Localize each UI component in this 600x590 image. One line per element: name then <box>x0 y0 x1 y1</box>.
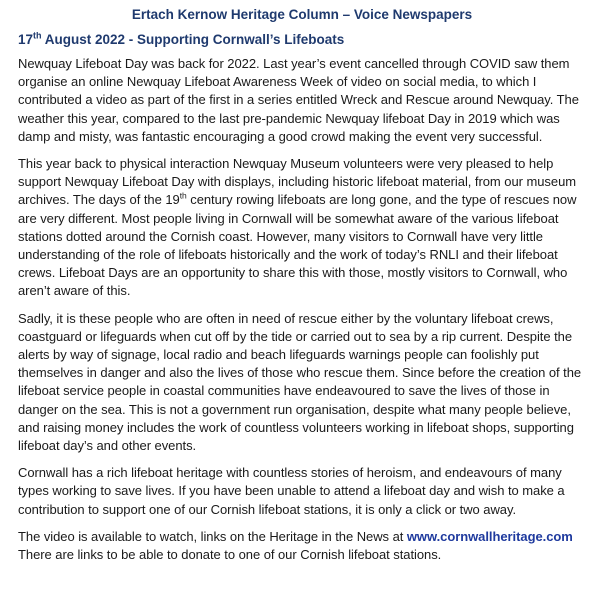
paragraph-2-superscript: th <box>179 191 187 202</box>
paragraph-1: Newquay Lifeboat Day was back for 2022. Last year’s event cancelled through COVID saw them organise an online Newquay Lifeboat Awareness Week of video on social media, to which I contributed a video as part of the first in a series entitled Wreck and Rescue around Newquay. The weather this year, compared to the last pre-pandemic Newquay lifeboat Day in 2019 which was damp and misty, was fantastic encouraging a good crowd making the event very successful. <box>18 56 579 144</box>
title-day: 17 <box>18 32 34 47</box>
paragraph-2-part-b: century rowing lifeboats are long gone, and the type of rescues now are very different. Most people living in Cornwall will be somewhat aware of the various lifeboat stations dotted around the Cornish coast. However, many visitors to Cornwall have very little understanding of the role of lifeboats historically and the work of today’s RNLI and their lifeboat crews. Lifeboat Days are an opportunity to share this with those, mostly visitors to Cornwall, who aren’t aware of this. <box>18 192 577 299</box>
title-day-suffix: th <box>33 30 42 41</box>
paragraph-2 <box>18 155 586 301</box>
paragraph-2-part-a: This year back to physical interaction Newquay Museum volunteers were very pleased to help support Newquay Lifeboat Day with displays, including historic lifeboat material, from our museum archives. The days of the 19 <box>18 156 577 208</box>
paragraph-3: Sadly, it is these people who are often in need of rescue either by the voluntary lifeboat crews, coastguard or lifeguards when cut off by the tide or carried out to sea by a rip current. Despite the alerts by way of signage, local radio and beach lifeguards warnings people can foolishly put themselves in danger and also the lives of those who rescue them. Since before the creation of the lifeboat service people in coastal communities have endeavoured to save the lives of those in danger on the sea. This is not a government run organisation, despite what many people believe, and raising money includes the work of countless volunteers working in lifeboat shops, supporting lifeboat day’s and other events. <box>18 310 582 454</box>
paragraph-6: There are links to be able to donate to one of our Cornish lifeboat stations. <box>18 547 442 563</box>
paragraph-5 <box>18 528 586 546</box>
paragraph-4: Cornwall has a rich lifeboat heritage with countless stories of heroism, and endeavours of many types working to save lives. If you have been unable to attend a lifeboat day and wish to make a contribution to support one of our Cornish lifeboat stations, it is only a click or two away. <box>18 465 565 517</box>
paragraph-5-text: The video is available to watch, links on the Heritage in the News at <box>18 528 407 544</box>
title-rest: August 2022 - Supporting Cornwall’s Lifeboats <box>41 32 345 47</box>
article-title <box>18 31 586 49</box>
column-header: Ertach Kernow Heritage Column – Voice Newspapers <box>131 7 473 22</box>
heritage-website-link[interactable]: www.cornwallheritage.com <box>406 528 573 544</box>
